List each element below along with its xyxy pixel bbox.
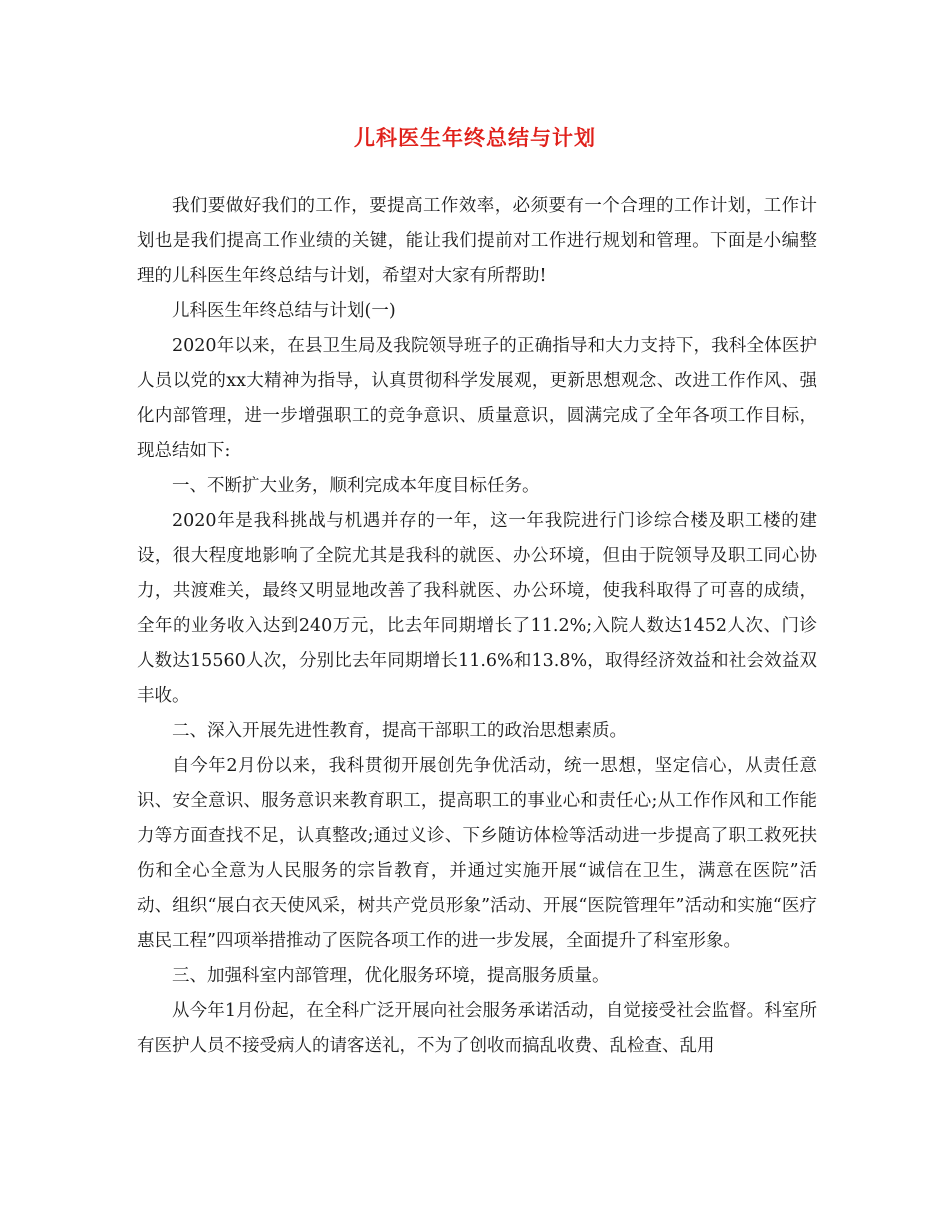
section-heading: 一、不断扩大业务，顺利完成本年度目标任务。 xyxy=(172,476,540,496)
body-paragraph: 自今年2月份以来，我科贯彻开展创先争优活动，统一思想，坚定信心，从责任意识、安全意识、服务意识来教育职工，提高职工的事业心和责任心;从工作作风和工作能力等方面查找不足，认真整改;通过义诊、下乡随访体检等活动进一步提高了职工救死扶伤和全心全意为人民服务的宗旨教育，并通过实施开展“诚信在卫生，满意在医院”活动、组织“展白衣天使风采，树共产党员形象”活动、开展“医院管理年”活动和实施“医疗惠民工程”四项举措推动了医院各项工作的进一步发展，全面提升了科室形象。 xyxy=(137,756,817,951)
body-paragraph: 从今年1月份起，在全科广泛开展向社会服务承诺活动，自觉接受社会监督。科室所有医护人员不接受病人的请客送礼，不为了创收而搞乱收费、乱检查、乱用 xyxy=(137,1001,817,1056)
intro-paragraph: 我们要做好我们的工作，要提高工作效率，必须要有一个合理的工作计划，工作计划也是我们提高工作业绩的关键，能让我们提前对工作进行规划和管理。下面是小编整理的儿科医生年终总结与计划，希望对大家有所帮助! xyxy=(137,196,817,286)
body-paragraph: 2020年以来，在县卫生局及我院领导班子的正确指导和大力支持下，我科全体医护人员以党的xx大精神为指导，认真贯彻科学发展观，更新思想观念、改进工作作风、强化内部管理，进一步增强职工的竞争意识、质量意识，圆满完成了全年各项工作目标，现总结如下: xyxy=(137,336,817,461)
section-heading: 三、加强科室内部管理，优化服务环境，提高服务质量。 xyxy=(172,966,610,986)
section-heading: 二、深入开展先进性教育，提高干部职工的政治思想素质。 xyxy=(172,721,627,741)
document-body xyxy=(137,189,817,1064)
body-paragraph: 2020年是我科挑战与机遇并存的一年，这一年我院进行门诊综合楼及职工楼的建设，很大程度地影响了全院尤其是我科的就医、办公环境，但由于院领导及职工同心协力，共渡难关，最终又明显地改善了我科就医、办公环境，使我科取得了可喜的成绩，全年的业务收入达到240万元，比去年同期增长了11.2%;入院人数达1452人次、门诊人数达15560人次，分别比去年同期增长11.6%和13.8%，取得经济效益和社会效益双丰收。 xyxy=(137,511,817,706)
section-heading: 儿科医生年终总结与计划(一) xyxy=(172,301,396,321)
document-title: 儿科医生年终总结与计划 xyxy=(354,125,596,150)
